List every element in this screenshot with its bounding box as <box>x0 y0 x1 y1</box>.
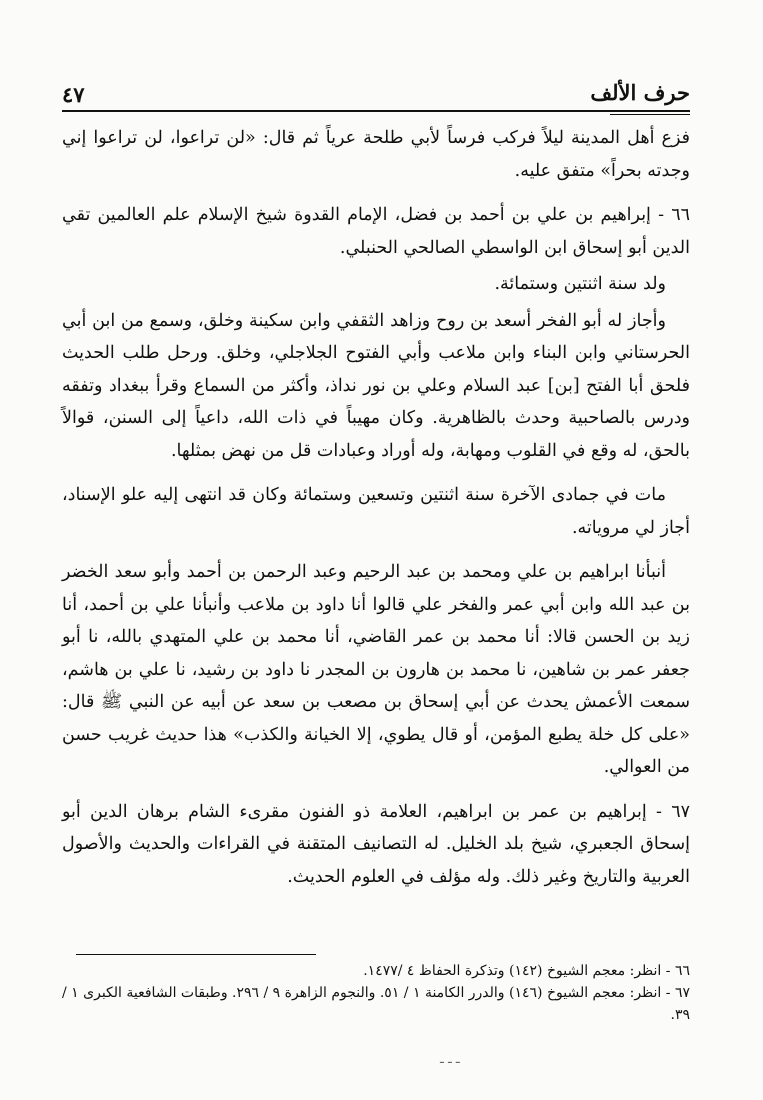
entry-66 <box>62 199 690 264</box>
chapter-title: حرف الألف <box>590 80 690 105</box>
footnote: ٦٦ - انظر: معجم الشيوخ (١٤٢) وتذكرة الحفاظ ٤ /١٤٧٧. <box>363 963 690 979</box>
paragraph: ولد سنة اثنتين وستمائة. <box>494 274 666 294</box>
footnote: ٦٧ - انظر: معجم الشيوخ (١٤٦) والدرر الكامنة ١ / ٥١. والنجوم الزاهرة ٩ / ٢٩٦. وطبقات الشافعية الكبرى ١ / ٣٩. <box>61 985 690 1023</box>
header-rule <box>62 110 690 112</box>
paragraph: مات في جمادى الآخرة سنة اثنتين وتسعين وستمائة وكان قد انتهى إليه علو الإسناد، أجاز لي مروياته. <box>62 485 690 538</box>
paragraph: فزع أهل المدينة ليلاً فركب فرساً لأبي طلحة عرياً ثم قال: «لن تراعوا، لن تراعوا إني وجدته بحراً» متفق عليه. <box>62 128 690 181</box>
page-header <box>62 80 690 114</box>
footnotes <box>62 960 690 1026</box>
paragraph: ٦٧ - إبراهيم بن عمر بن ابراهيم، العلامة ذو الفنون مقرىء الشام برهان الدين أبو إسحاق الجعبري، شيخ بلد الخليل. له التصانيف المتقنة في القراءات والحديث والأصول العربية والتاريخ وغير ذلك. وله مؤلف في العلوم الحديث. <box>62 801 690 887</box>
paragraph: وأجاز له أبو الفخر أسعد بن روح وزاهد الثقفي وابن سكينة وخلق، وسمع من ابن أبي الحرستاني وابن البناء وابن ملاعب وأبي الفتوح الجلاجلي، وخلق. ورحل طلب الحديث فلحق أبا الفتح [بن] عبد السلام وعلي بن نور نداذ، وأكثر من السماع وقرأ ببغداد وتفقه ودرس بالصاحبية وحدث بالظاهرية. وكان مهيباً في ذات الله، داعياً إلى السنن، قوالاً بالحق، له وقع في القلوب ومهابة، وله أوراد وعبادات قل من نهض بمثلها. <box>62 310 690 461</box>
paragraph: أنبأنا ابراهيم بن علي ومحمد بن عبد الرحيم وعبد الرحمن بن أحمد وأبو سعد الخضر بن عبد الله وابن أبي عمر والفخر علي قالوا أنا داود بن ملاعب وأنبأنا علي بن أحمد، أنا زيد بن الحسن قالا: أنا محمد بن عمر القاضي، أنا محمد بن علي المتهدي بالله، نا أبو جعفر عمر بن شاهين، نا محمد بن هارون بن المجدر نا داود بن رشيد، نا علي بن هاشم، سمعت الأعمش يحدث عن أبي إسحاق بن مصعب بن سعد عن أبيه عن النبي ﷺ قال: «على كل خلة يطبع المؤمن، أو قال يطوي، إلا الخيانة والكذب» هذا حديث غريب حسن من العوالي. <box>62 562 690 777</box>
entry-67 <box>62 796 690 894</box>
main-text <box>62 122 690 905</box>
page-number: ٤٧ <box>62 82 85 107</box>
page-bottom-mark: ـ ـ ـ <box>440 1052 460 1067</box>
paragraph: ٦٦ - إبراهيم بن علي بن أحمد بن فضل، الإمام القدوة شيخ الإسلام علم العالمين تقي الدين أبو إسحاق ابن الواسطي الصالحي الحنبلي. <box>62 205 690 258</box>
footnote-rule <box>76 954 316 955</box>
header-rule-short <box>610 114 690 115</box>
